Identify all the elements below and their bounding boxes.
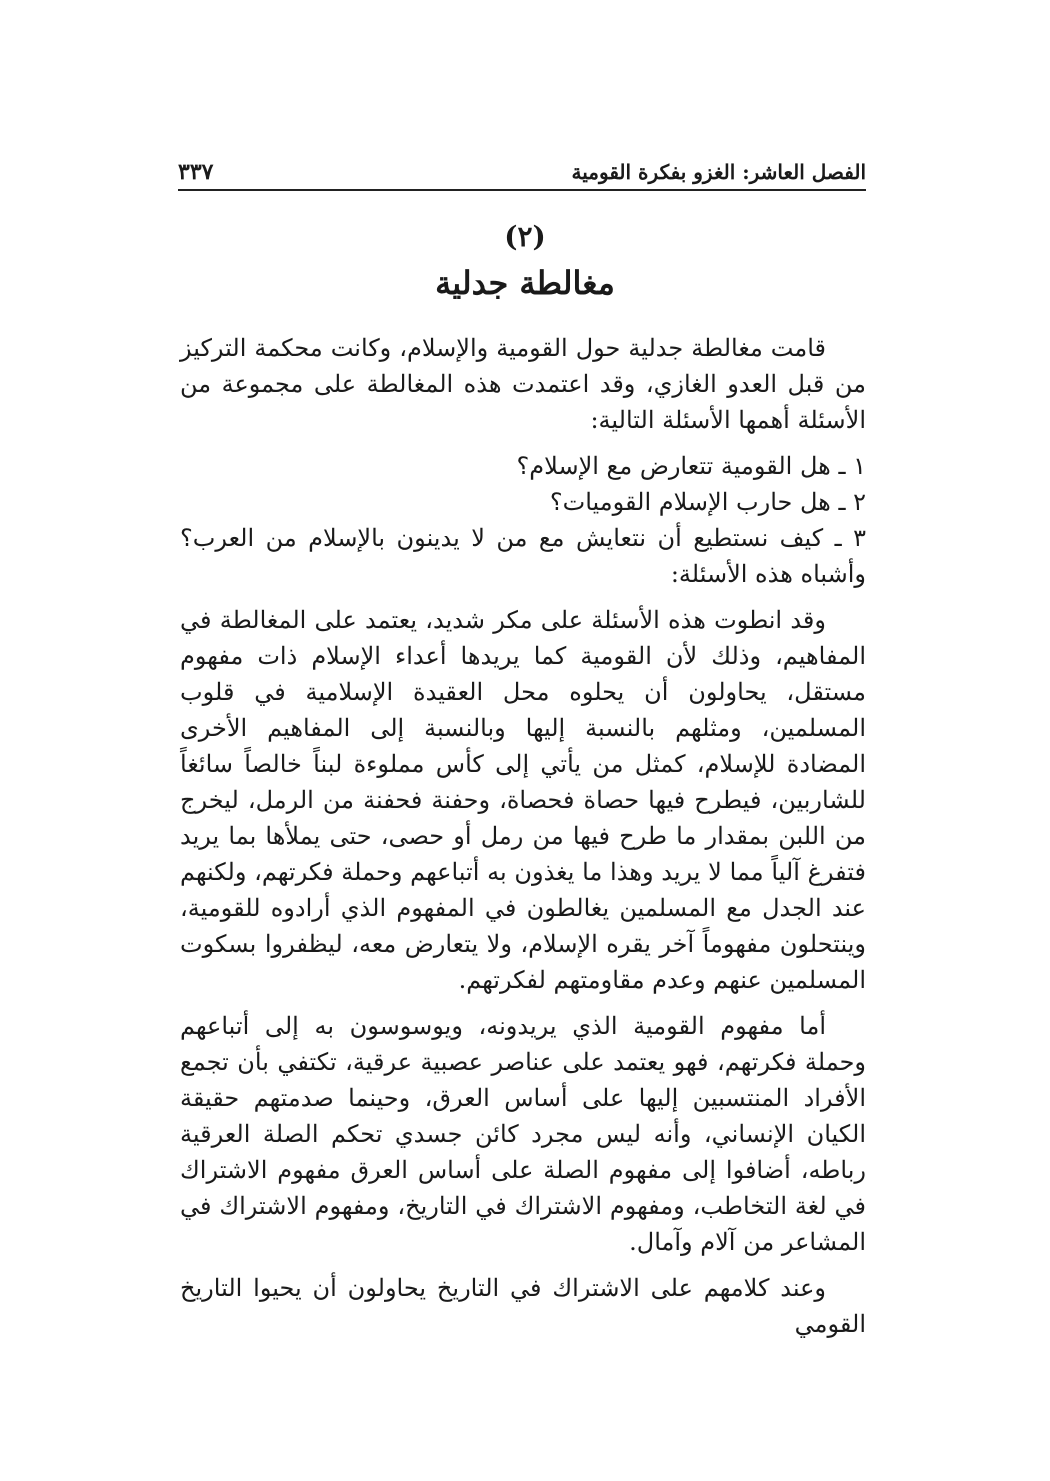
question-item-2: ٢ ـ هل حارب الإسلام القوميات؟ [549, 488, 866, 516]
section-number: (٢) [504, 220, 546, 253]
paragraph-history: وعند كلامهم على الاشتراك في التاريخ يحاولون أن يحيوا التاريخ القومي [180, 1274, 866, 1338]
paragraph-deception: وقد انطوت هذه الأسئلة على مكر شديد، يعتمد على المغالطة في المفاهيم، وذلك لأن القومية كما يريدها أعداء الإسلام ذات مفهوم مستقل، يحاولون أن يحلوه محل العقيدة الإسلامية في قلوب المسلمين، ومثلهم بالنسبة إليها وبالنسبة إلى المفاهيم الأخرى المضادة للإسلام، كمثل من يأتي إلى كأس مملوءة لبناً خالصاً سائغاً للشاربين، فيطرح فيها حصاة فحصاة، وحفنة فحفنة من الرمل، ليخرج من اللبن بمقدار ما طرح فيها من رمل أو حصى، حتى يملأها بما يريد فتفرغ آلياً مما لا يريد وهذا ما يغذون به أتباعهم وحملة فكرتهم، ولكنهم عند الجدل مع المسلمين يغالطون في المفهوم الذي أرادوه للقومية، وينتحلون مفهوماً آخر يقره الإسلام، ولا يتعارض معه، ليظفروا بسكوت المسلمين عنهم وعدم مقاومتهم لفكرتهم. [180, 606, 867, 994]
questions-list [180, 448, 866, 592]
paragraph-intro: قامت مغالطة جدلية حول القومية والإسلام، وكانت محكمة التركيز من قبل العدو الغازي، وقد اعتمدت هذه المغالطة على مجموعة من الأسئلة أهمها الأسئلة التالية: [180, 334, 866, 434]
paragraph-concept: أما مفهوم القومية الذي يريدونه، ويوسوسون به إلى أتباعهم وحملة فكرتهم، فهو يعتمد على عناصر عصبية عرقية، تكتفي بأن تجمع الأفراد المنتسبين إليها على أساس العرق، وحينما صدمتهم حقيقة الكيان الإنساني، وأنه ليس مجرد كائن جسدي تحكم الصلة العرقية رباطه، أضافوا إلى مفهوم الصلة على أساس العرق مفهوم الاشتراك في لغة التخاطب، ومفهوم الاشتراك في التاريخ، ومفهوم الاشتراك في المشاعر من آلام وآمال. [180, 1012, 866, 1256]
chapter-title: الفصل العاشر: الغزو بفكرة القومية [571, 160, 866, 184]
running-header [178, 155, 866, 191]
body-text [180, 330, 866, 1352]
question-item-1: ١ ـ هل القومية تتعارض مع الإسلام؟ [516, 452, 866, 480]
question-item-3: ٣ ـ كيف نستطيع أن نتعايش مع من لا يدينون بالإسلام من العرب؟ وأشباه هذه الأسئلة: [180, 524, 866, 588]
page-number: ٣٣٧ [178, 159, 214, 185]
section-title: مغالطة جدلية [435, 264, 615, 302]
